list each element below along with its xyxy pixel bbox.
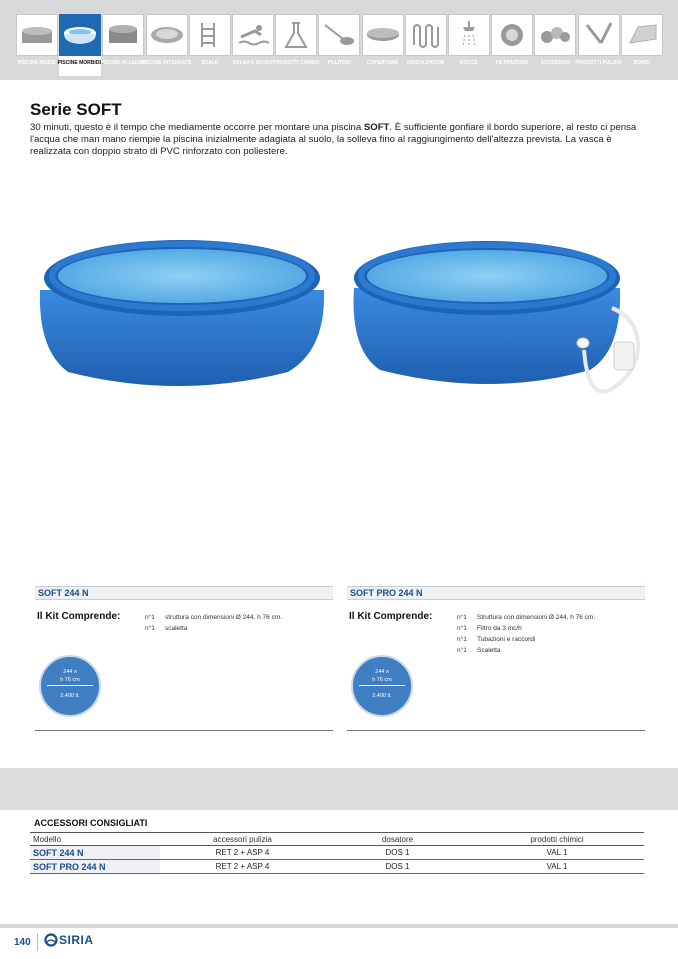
kit-label: Il Kit Comprende: [37,611,121,622]
nav-tab-swimmer[interactable] [232,14,274,76]
nav-tab-cleaner[interactable] [318,14,360,76]
nav-tab-label: PISCINE INSIDE [17,60,57,66]
table-cell: SOFT PRO 244 N [30,860,160,874]
kit-item-text: Tubazioni e raccordi [477,636,536,643]
osiria-logo [44,933,94,947]
category-nav [0,0,678,80]
table-cell: VAL 1 [470,860,644,874]
nav-tab-shower[interactable] [448,14,490,76]
nav-tab-label: PRODOTTI CHIMICI [272,60,320,66]
product-header: SOFT 244 N [35,586,333,600]
logo-text: SIRIA [59,933,94,947]
kit-item [457,623,595,634]
soft-pool-icon [62,19,98,51]
product-separator [347,730,645,731]
badge-diameter-line [47,685,93,686]
badge-dimensions: 244 x h 76 cm [60,669,80,683]
nav-tab-label: PISCINE IN LEGNO [100,60,147,66]
kit-item-qty: n°1 [457,625,467,632]
nav-tab-label: SCALE [201,60,219,66]
badge-liters: 2.400 lt. [60,693,80,699]
nav-tab-label: PRODOTTI PULIZIA [575,60,622,66]
page-number: 140 [14,937,31,948]
brush-icon [581,19,617,51]
accessories-icon [537,19,573,51]
edge-icon [624,19,660,51]
nav-tab-soft-pool[interactable] [59,14,101,76]
nav-tab-pool-frame[interactable] [16,14,58,76]
kit-item-qty: n°1 [145,614,155,621]
table-cell: VAL 1 [470,846,644,860]
nav-tab-filter[interactable] [491,14,533,76]
cleaner-icon [321,19,357,51]
product-header: SOFT PRO 244 N [347,586,645,600]
nav-tab-accessories[interactable] [534,14,576,76]
flask-icon [278,19,314,51]
capacity-badge [39,655,101,717]
kit-item [145,623,282,634]
nav-tab-label: RISCALDATORI [407,60,445,66]
nav-tab-wood-pool[interactable] [100,14,147,76]
nav-tab-label: COPERTURE [366,60,399,66]
soft-pro-244-photo [340,200,650,450]
kit-item-text: Filtro da 3 mc/h [477,625,522,632]
page-title: Serie SOFT [30,100,122,119]
swimmer-icon [235,19,271,51]
kit-item-qty: n°1 [457,636,467,643]
nav-tab-label: ACCESSORI [540,60,571,66]
column-header: Modello [30,833,160,846]
product-separator [35,730,333,731]
kit-item-qty: n°1 [457,614,467,621]
kit-item [145,612,282,623]
nav-tab-inground-pool[interactable] [141,14,192,76]
nav-tab-brush[interactable] [575,14,622,76]
nav-tab-label: PISCINE INTERRATE [141,60,192,66]
nav-tab-label: DOCCE [459,60,479,66]
kit-label: Il Kit Comprende: [349,611,433,622]
column-header: dosatore [325,833,470,846]
nav-tab-flask[interactable] [272,14,320,76]
nav-tab-ladder[interactable] [189,14,231,76]
cover-icon [365,19,401,51]
kit-item [457,634,595,645]
footer-divider [37,933,38,951]
kit-item-text: Scaletta [477,647,501,654]
kit-item-text: struttura con dimensioni Ø 244, h 76 cm. [165,614,283,621]
kit-list [457,612,595,656]
kit-item-text: scaletta [165,625,188,632]
kit-list [145,612,282,634]
kit-item-qty: n°1 [145,625,155,632]
table-cell: DOS 1 [325,860,470,874]
nav-tab-label: FILTRAZIONE [495,60,529,66]
kit-item [457,645,595,656]
nav-tab-label: PISCINE MORBIDE [57,60,103,66]
filter-icon [494,19,530,51]
badge-liters: 2.400 lt. [372,693,392,699]
nav-tab-label: RELAX E SPORT [232,60,274,66]
kit-item [457,612,595,623]
kit-item-qty: n°1 [457,647,467,654]
nav-tab-label: BORDI [633,60,650,66]
table-cell: DOS 1 [325,846,470,860]
capacity-badge [351,655,413,717]
table-row [30,860,644,874]
badge-dimensions: 244 x h 76 cm [372,669,392,683]
table-cell: SOFT 244 N [30,846,160,860]
soft-244-photo [28,200,338,450]
shower-icon [451,19,487,51]
pool-frame-icon [19,19,55,51]
table-row [30,846,644,860]
wood-pool-icon [105,19,141,51]
intro-text: 30 minuti, questo è il tempo che mediamente occorre per montare una piscina SOFT. È sufficiente gonfiare il bordo superiore, al resto ci pensa l'acqua che man mano riempie la piscina inizialmente adagiata al suolo, la solleva fino al raggiungimento dell'altezza prevista. La vasca è realizzata con doppio strato di PVC rinforzato con poliestere. [30,122,637,157]
table-cell: RET 2 + ASP 4 [160,860,325,874]
inground-pool-icon [149,19,185,51]
nav-tab-edge[interactable] [621,14,663,76]
nav-tab-cover[interactable] [362,14,404,76]
footer-bar [0,924,678,928]
accessories-title: ACCESSORI CONSIGLIATI [34,818,148,828]
ladder-icon [192,19,228,51]
column-header: prodotti chimici [470,833,644,846]
nav-tab-label: PULITORI [327,60,352,66]
table-cell: RET 2 + ASP 4 [160,846,325,860]
kit-item-text: Struttura con dimensioni Ø 244, h 76 cm. [477,614,596,621]
column-header: accessori pulizia [160,833,325,846]
logo-o-icon [44,933,58,947]
badge-diameter-line [359,685,405,686]
heater-icon [408,19,444,51]
accessories-table [30,832,644,874]
nav-tab-heater[interactable] [405,14,447,76]
